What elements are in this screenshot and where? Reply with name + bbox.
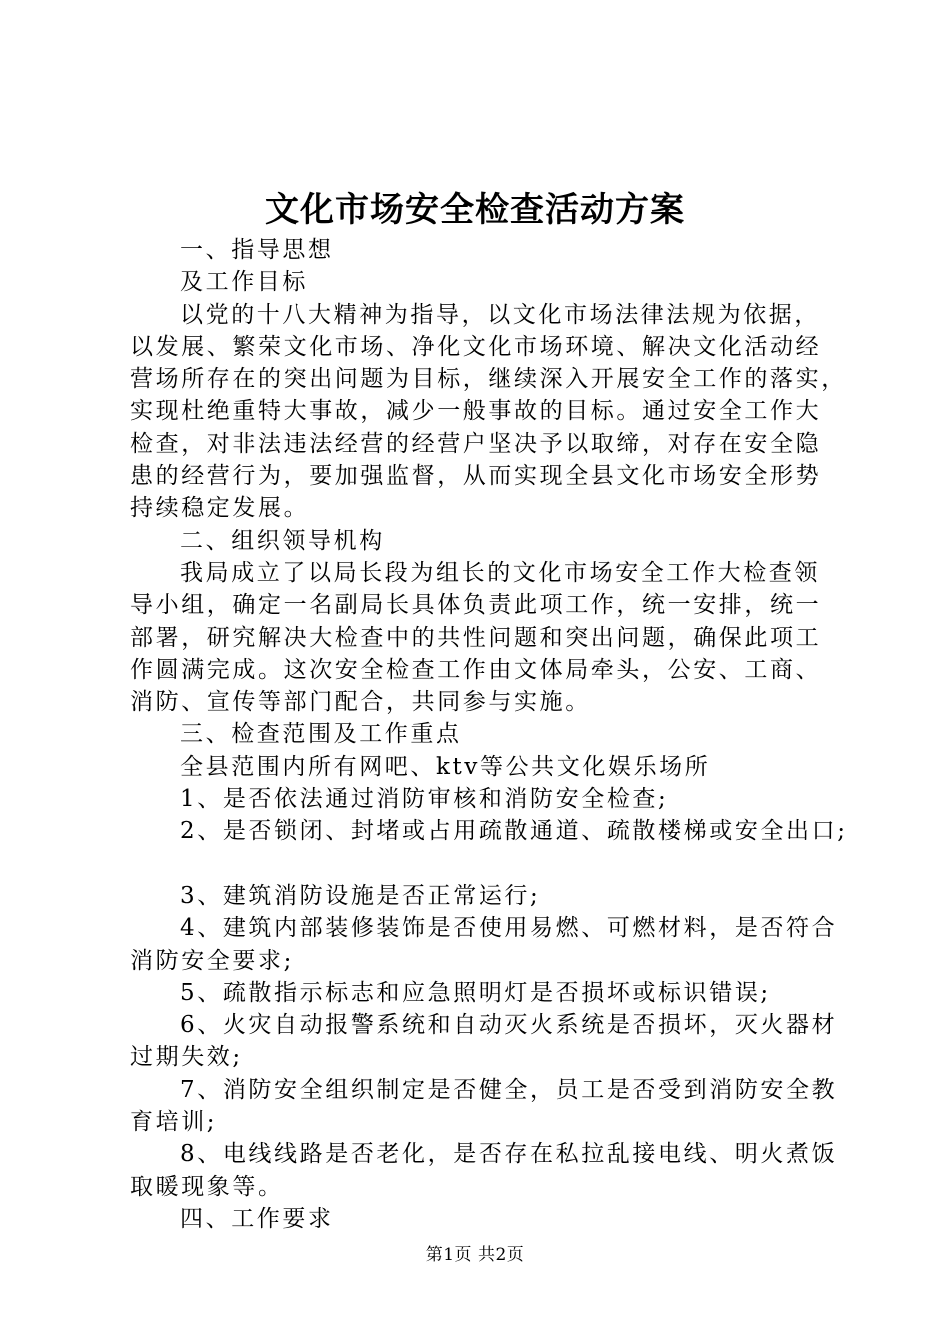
document-title: 文化市场安全检查活动方案 — [265, 190, 685, 230]
list-item: 8、电线线路是否老化，是否存在私拉乱接电线、明火煮饭 — [180, 1141, 838, 1168]
paragraph-line: 以党的十八大精神为指导，以文化市场法律法规为依据， — [180, 301, 820, 328]
list-item: 4、建筑内部装修装饰是否使用易燃、可燃材料，是否符合 — [180, 915, 838, 942]
list-item: 1、是否依法通过消防审核和消防安全检查; — [180, 786, 669, 813]
paragraph-line: 全县范围内所有网吧、ktv等公共文化娱乐场所 — [180, 753, 711, 780]
paragraph-line: 以发展、繁荣文化市场、净化文化市场环境、解决文化活动经 — [130, 333, 822, 360]
blank-line — [130, 848, 850, 880]
list-item: 3、建筑消防设施是否正常运行; — [180, 882, 541, 909]
section-heading-guiding-ideology: 一、指导思想 — [180, 237, 334, 263]
document-body — [130, 234, 850, 1235]
paragraph-line: 检查，对非法违法经营的经营户坚决予以取缔，对存在安全隐 — [130, 430, 822, 457]
paragraph-line: 营场所存在的突出问题为目标，继续深入开展安全工作的落实， — [130, 366, 847, 393]
paragraph-line: 实现杜绝重特大事故，减少一般事故的目标。通过安全工作大 — [130, 398, 822, 425]
paragraph-line: 导小组，确定一名副局长具体负责此项工作，统一安排，统一 — [130, 592, 822, 619]
section-heading-organization: 二、组织领导机构 — [180, 527, 385, 554]
list-item: 5、疏散指示标志和应急照明灯是否损坏或标识错误; — [180, 979, 771, 1006]
paragraph-line: 持续稳定发展。 — [130, 495, 310, 522]
list-item-continuation: 取暖现象等。 — [130, 1173, 284, 1200]
section-heading-inspection-scope: 三、检查范围及工作重点 — [180, 721, 462, 748]
paragraph-line: 消防、宣传等部门配合，共同参与实施。 — [130, 689, 591, 716]
paragraph-line: 我局成立了以局长段为组长的文化市场安全工作大检查领 — [180, 559, 820, 586]
paragraph-line: 部署，研究解决大检查中的共性问题和突出问题，确保此项工 — [130, 624, 822, 651]
list-item-continuation: 过期失效; — [130, 1044, 243, 1071]
paragraph-line: 患的经营行为，要加强监督，从而实现全县文化市场安全形势 — [130, 463, 822, 490]
list-item-continuation: 育培训; — [130, 1109, 218, 1136]
list-item: 2、是否锁闭、封堵或占用疏散通道、疏散楼梯或安全出口; — [180, 818, 848, 845]
section-heading-work-goals: 及工作目标 — [180, 269, 308, 296]
section-heading-work-requirements: 四、工作要求 — [180, 1205, 334, 1232]
paragraph-line: 作圆满完成。这次安全检查工作由文体局牵头，公安、工商、 — [130, 656, 822, 683]
list-item-continuation: 消防安全要求; — [130, 947, 294, 974]
list-item: 7、消防安全组织制定是否健全，员工是否受到消防安全教 — [180, 1076, 838, 1103]
page-number-footer: 第1页 共2页 — [425, 1245, 525, 1265]
list-item: 6、火灾自动报警系统和自动灭火系统是否损坏，灭火器材 — [180, 1012, 838, 1039]
